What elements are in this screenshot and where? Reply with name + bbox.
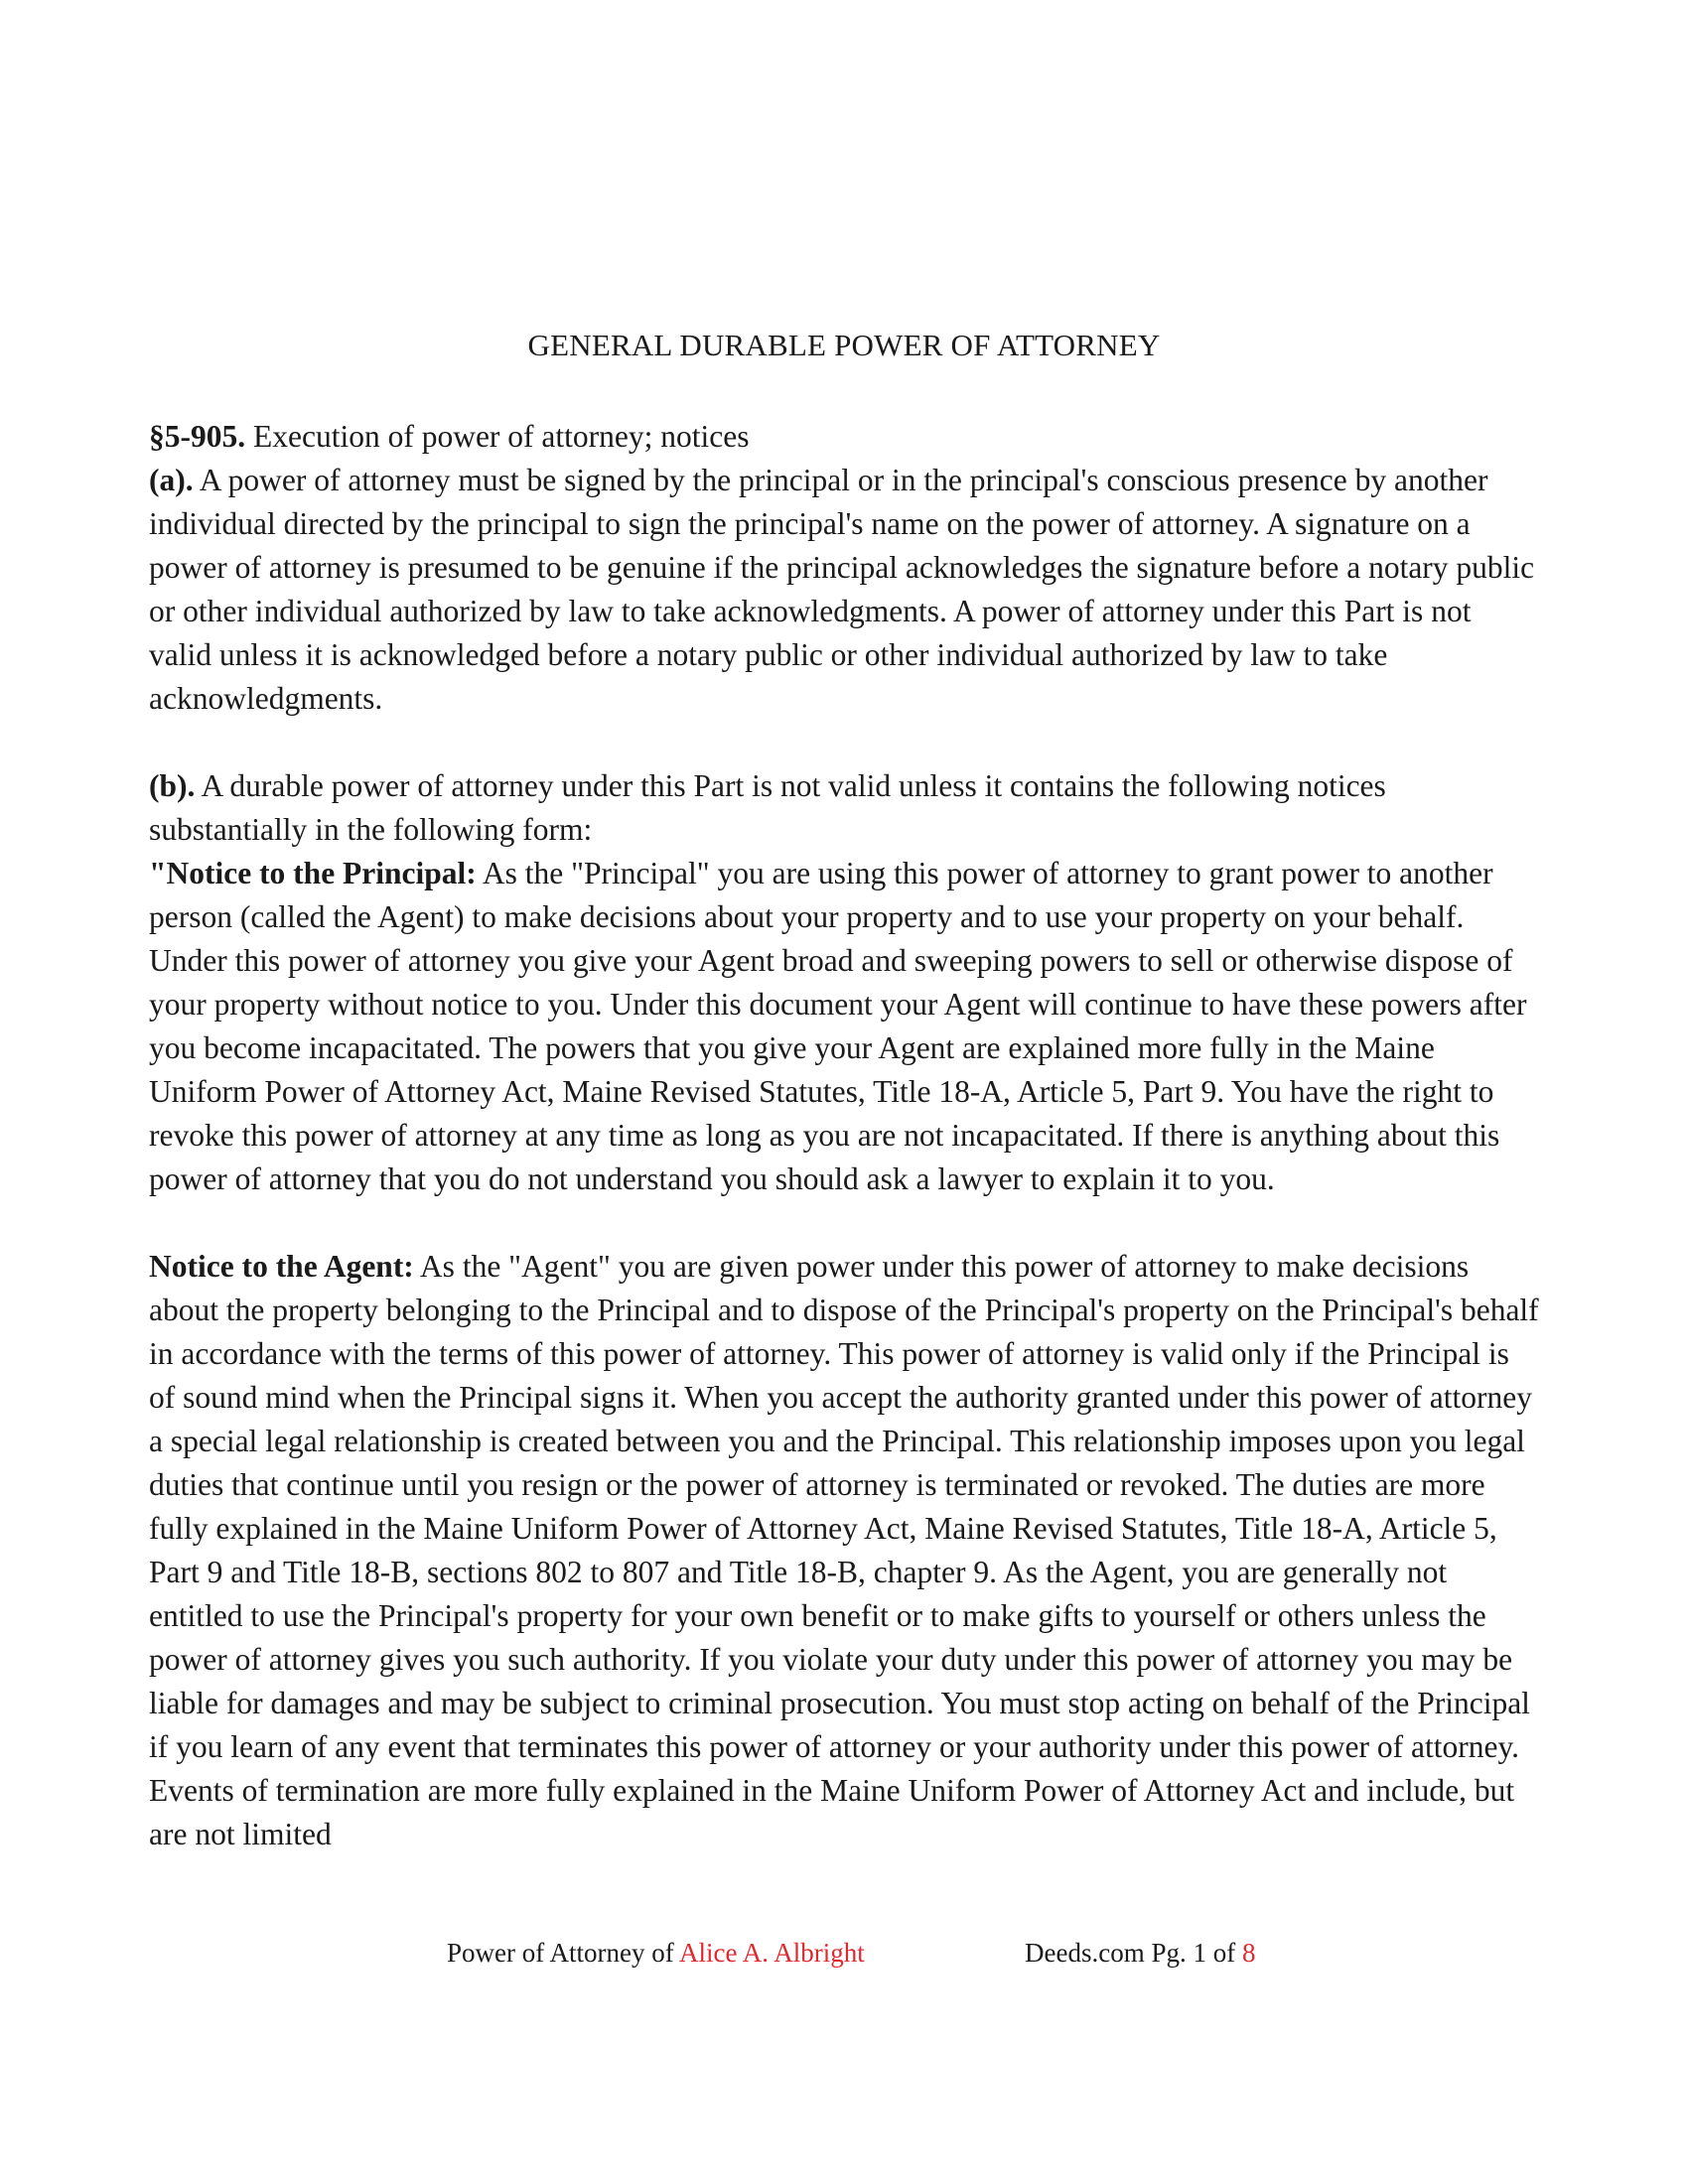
document-body [149,415,1539,1856]
document-title: GENERAL DURABLE POWER OF ATTORNEY [527,328,1161,362]
paragraph-b [149,764,1539,852]
notice-to-principal-text: As the "Principal" you are using this power of attorney to grant power to another person (called the Agent) to make decisions about your property and to use your property on your behalf. Under this power of attorney you give your Agent broad and sweeping powers to sell or otherwise dispose of your property without notice to you. Under this document your Agent will continue to have these powers after you become incapacitated. The powers that you give your Agent are explained more fully in the Maine Uniform Power of Attorney Act, Maine Revised Statutes, Title 18-A, Article 5, Part 9. You have the right to revoke this power of attorney at any time as long as you are not incapacitated. If there is anything about this power of attorney that you do not understand you should ask a lawyer to explain it to you. [149,856,1527,1196]
footer-principal [447,1938,865,1969]
footer-page-number [1025,1938,1255,1969]
paragraph-spacer [149,1201,1539,1245]
paragraph-b-label: (b). [149,768,196,803]
footer-total-pages: 8 [1241,1938,1256,1968]
section-heading [149,415,1539,459]
footer-principal-name: Alice A. Albright [678,1938,865,1968]
footer-prefix: Power of Attorney of [447,1938,674,1968]
paragraph-spacer [149,721,1539,764]
footer-site-page: Deeds.com Pg. 1 of [1025,1938,1236,1968]
paragraph-b-text: A durable power of attorney under this Part is not valid unless it contains the following notices substantially in the following form: [149,768,1386,847]
paragraph-a [149,459,1539,721]
notice-to-agent-label: Notice to the Agent: [149,1249,414,1284]
section-number: §5-905. [149,419,246,454]
paragraph-a-text: A power of attorney must be signed by the principal or in the principal's conscious presence by another individual directed by the principal to sign the principal's name on the power of attorney. A signature on a power of attorney is presumed to be genuine if the principal acknowledges the signature before a notary public or other individual authorized by law to take acknowledgments. A power of attorney under this Part is not valid unless it is acknowledged before a notary public or other individual authorized by law to take acknowledgments. [149,463,1535,716]
paragraph-a-label: (a). [149,463,194,497]
page-footer [0,1938,1688,1978]
notice-to-agent-text: As the "Agent" you are given power under this power of attorney to make decisions about the property belonging to the Principal and to dispose of the Principal's property on the Principal's behalf in accordance with the terms of this power of attorney. This power of attorney is valid only if the Principal is of sound mind when the Principal signs it. When you accept the authority granted under this power of attorney a special legal relationship is created between you and the Principal. This relationship imposes upon you legal duties that continue until you resign or the power of attorney is terminated or revoked. The duties are more fully explained in the Maine Uniform Power of Attorney Act, Maine Revised Statutes, Title 18-A, Article 5, Part 9 and Title 18-B, sections 802 to 807 and Title 18-B, chapter 9. As the Agent, you are generally not entitled to use the Principal's property for your own benefit or to make gifts to yourself or others unless the power of attorney gives you such authority. If you violate your duty under this power of attorney you may be liable for damages and may be subject to criminal prosecution. You must stop acting on behalf of the Principal if you learn of any event that terminates this power of attorney or your authority under this power of attorney. Events of termination are more fully explained in the Maine Uniform Power of Attorney Act and include, but are not limited [149,1249,1539,1851]
section-heading-text: Execution of power of attorney; notices [245,419,750,454]
notice-to-principal [149,852,1539,1201]
notice-to-agent [149,1245,1539,1856]
notice-to-principal-label: "Notice to the Principal: [149,856,477,890]
